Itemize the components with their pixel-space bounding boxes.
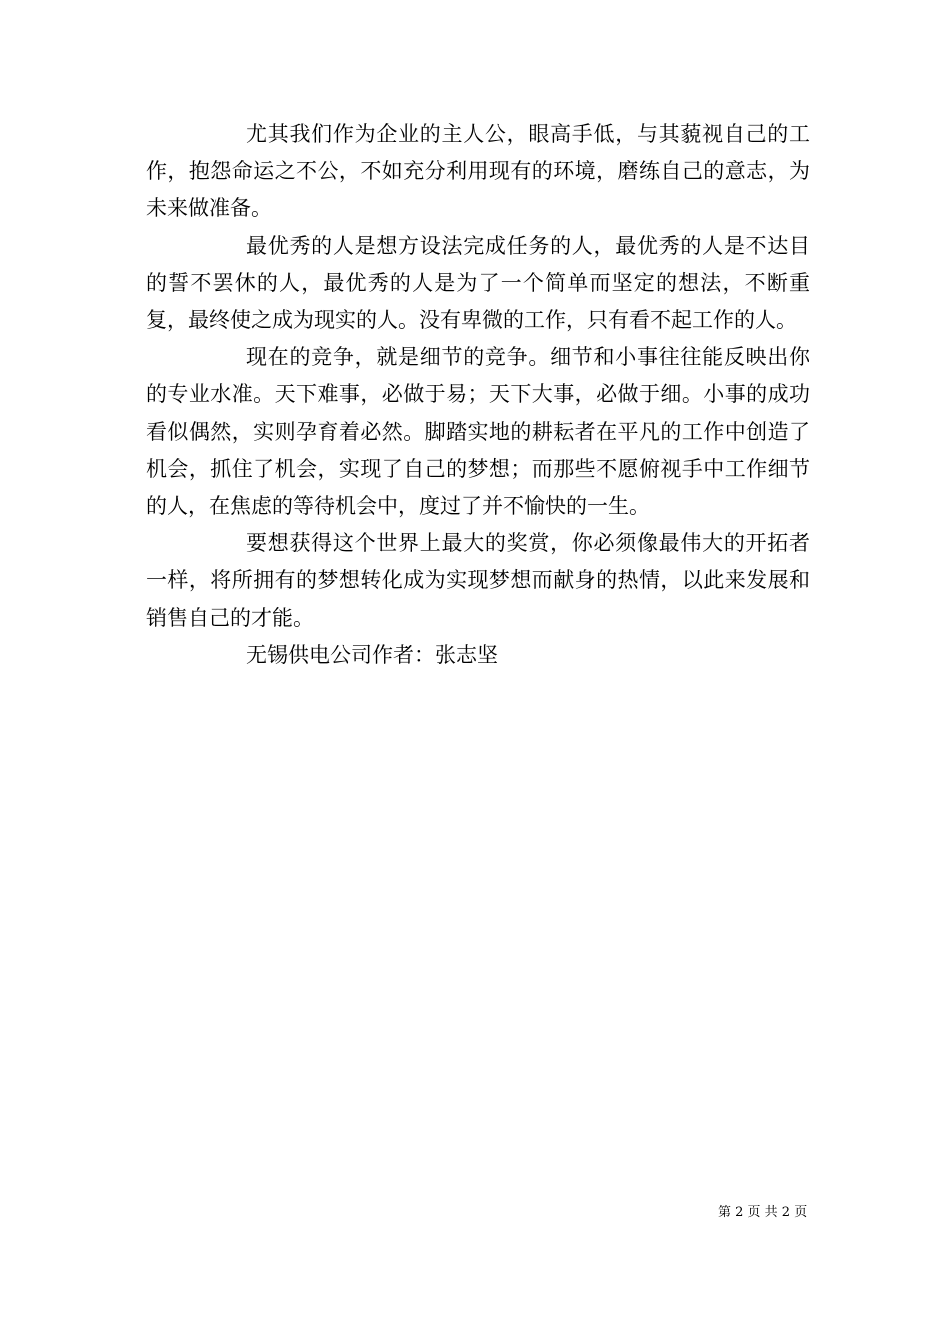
- document-body: [146, 116, 810, 674]
- paragraph-1: 尤其我们作为企业的主人公，眼高手低，与其藐视自己的工作，抱怨命运之不公，不如充分利用现有的环境，磨练自己的意志，为未来做准备。: [146, 122, 810, 221]
- paragraph-4: 要想获得这个世界上最大的奖赏，你必须像最伟大的开拓者一样，将所拥有的梦想转化成为实现梦想而献身的热情，以此来发展和销售自己的才能。: [146, 531, 810, 630]
- paragraph-2: 最优秀的人是想方设法完成任务的人，最优秀的人是不达目的誓不罢休的人，最优秀的人是为了一个简单而坚定的想法，不断重复，最终使之成为现实的人。没有卑微的工作，只有看不起工作的人。: [146, 233, 810, 333]
- author-signature: 无锡供电公司作者：张志坚: [246, 642, 498, 667]
- page-number: 第 2 页 共 2 页: [718, 1205, 808, 1220]
- paragraph-3: 现在的竞争，就是细节的竞争。细节和小事往往能反映出你的专业水准。天下难事，必做于易；天下大事，必做于细。小事的成功看似偶然，实则孕育着必然。脚踏实地的耕耘者在平凡的工作中创造了机会，抓住了机会，实现了自己的梦想；而那些不愿俯视手中工作细节的人，在焦虑的等待机会中，度过了并不愉快的一生。: [146, 345, 810, 519]
